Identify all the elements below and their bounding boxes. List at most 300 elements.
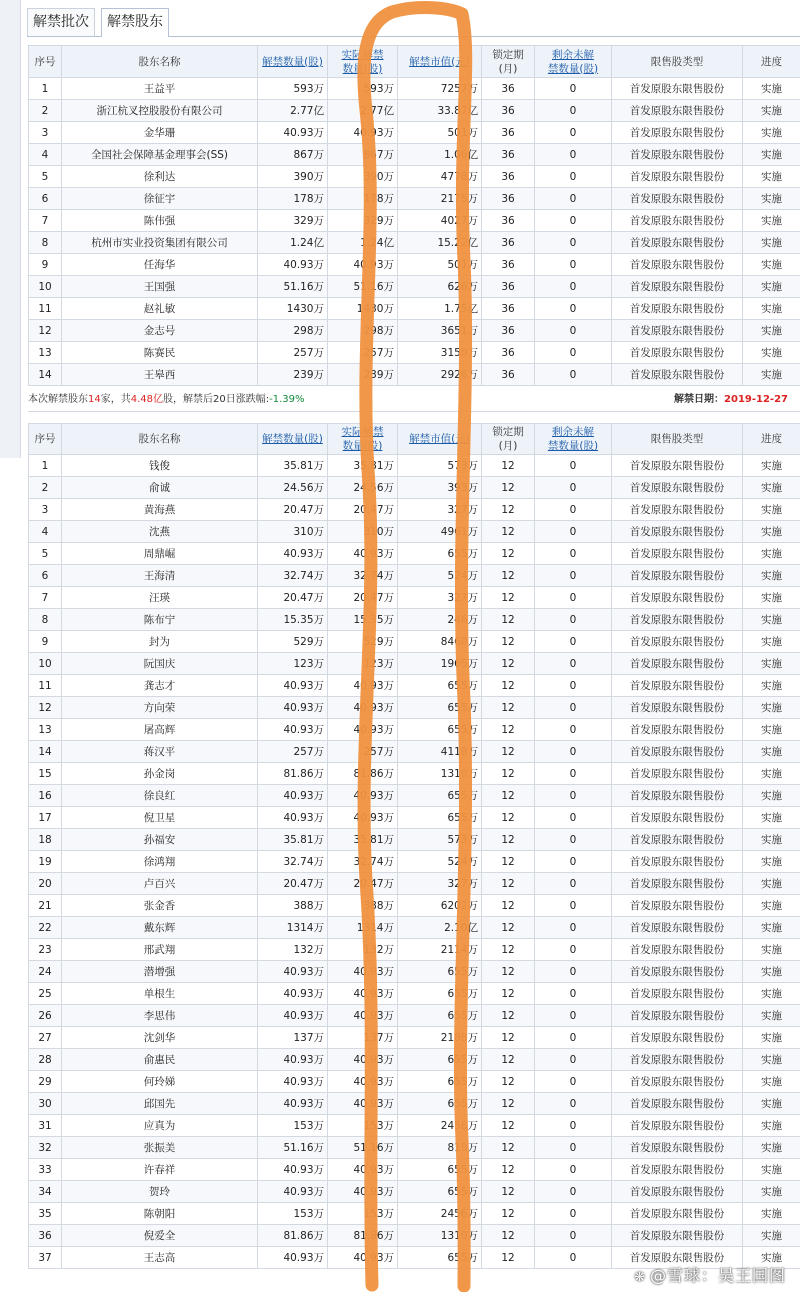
cell-actual-qty: 81.86万 [328, 763, 398, 785]
cell-market-value: 1310万 [398, 1225, 482, 1247]
cell-remaining: 0 [535, 609, 612, 631]
cell-remaining: 0 [535, 100, 612, 122]
table-row [29, 1093, 800, 1115]
cell-type: 首发原股东限售股份 [612, 144, 743, 166]
cell-lock-period: 12 [482, 785, 535, 807]
cell-actual-qty: 40.93万 [328, 1181, 398, 1203]
cell-seq: 1 [29, 455, 62, 477]
col-seq: 序号 [29, 46, 62, 78]
cell-actual-qty: 257万 [328, 741, 398, 763]
cell-lock-period: 12 [482, 983, 535, 1005]
cell-progress: 实施 [743, 1093, 800, 1115]
col-lock-period [482, 46, 535, 78]
cell-remaining: 0 [535, 232, 612, 254]
cell-seq: 2 [29, 477, 62, 499]
cell-progress: 实施 [743, 697, 800, 719]
sort-market-value-link[interactable]: 解禁市值(元) [409, 433, 470, 445]
cell-seq: 11 [29, 675, 62, 697]
cell-market-value: 655万 [398, 1005, 482, 1027]
cell-market-value: 327万 [398, 587, 482, 609]
cell-remaining: 0 [535, 719, 612, 741]
cell-seq: 8 [29, 232, 62, 254]
cell-remaining: 0 [535, 298, 612, 320]
cell-holder-name: 应真为 [62, 1115, 258, 1137]
sort-actual-qty-link[interactable] [342, 49, 384, 75]
cell-seq: 26 [29, 1005, 62, 1027]
cell-remaining: 0 [535, 254, 612, 276]
cell-unlock-qty: 40.93万 [258, 1181, 328, 1203]
cell-unlock-qty: 132万 [258, 939, 328, 961]
cell-type: 首发原股东限售股份 [612, 565, 743, 587]
cell-unlock-qty: 81.86万 [258, 763, 328, 785]
cell-progress: 实施 [743, 455, 800, 477]
table-row [29, 276, 800, 298]
cell-progress: 实施 [743, 166, 800, 188]
cell-unlock-qty: 15.35万 [258, 609, 328, 631]
col-seq: 序号 [29, 424, 62, 455]
table-row [29, 565, 800, 587]
table-row [29, 1159, 800, 1181]
cell-unlock-qty: 2.77亿 [258, 100, 328, 122]
cell-progress: 实施 [743, 1203, 800, 1225]
table-row [29, 851, 800, 873]
cell-actual-qty: 40.93万 [328, 543, 398, 565]
cell-remaining: 0 [535, 675, 612, 697]
cell-lock-period: 36 [482, 100, 535, 122]
cell-market-value: 655万 [398, 1071, 482, 1093]
cell-holder-name: 徐鸿翔 [62, 851, 258, 873]
cell-lock-period: 12 [482, 1137, 535, 1159]
table-row [29, 741, 800, 763]
cell-holder-name: 邢武翔 [62, 939, 258, 961]
cell-market-value: 655万 [398, 983, 482, 1005]
table-row [29, 342, 800, 364]
cell-seq: 3 [29, 499, 62, 521]
cell-holder-name: 徐利达 [62, 166, 258, 188]
cell-lock-period: 36 [482, 298, 535, 320]
cell-actual-qty: 1430万 [328, 298, 398, 320]
cell-remaining: 0 [535, 455, 612, 477]
cell-holder-name: 何玲娣 [62, 1071, 258, 1093]
cell-remaining: 0 [535, 521, 612, 543]
cell-actual-qty: 40.93万 [328, 807, 398, 829]
cell-unlock-qty: 40.93万 [258, 719, 328, 741]
col-name: 股东名称 [62, 46, 258, 78]
table-row [29, 675, 800, 697]
cell-holder-name: 金华珊 [62, 122, 258, 144]
table-row [29, 719, 800, 741]
cell-lock-period: 12 [482, 1005, 535, 1027]
cell-unlock-qty: 32.74万 [258, 565, 328, 587]
cell-holder-name: 卢百兴 [62, 873, 258, 895]
cell-lock-period: 36 [482, 188, 535, 210]
cell-unlock-qty: 1430万 [258, 298, 328, 320]
cell-market-value: 4778万 [398, 166, 482, 188]
cell-type: 首发原股东限售股份 [612, 829, 743, 851]
cell-seq: 15 [29, 763, 62, 785]
cell-holder-name: 黄海燕 [62, 499, 258, 521]
cell-progress: 实施 [743, 653, 800, 675]
cell-type: 首发原股东限售股份 [612, 477, 743, 499]
cell-actual-qty: 51.16万 [328, 1137, 398, 1159]
cell-unlock-qty: 593万 [258, 78, 328, 100]
cell-seq: 3 [29, 122, 62, 144]
sort-remaining-link[interactable] [548, 426, 598, 452]
cell-remaining: 0 [535, 499, 612, 521]
cell-unlock-qty: 178万 [258, 188, 328, 210]
cell-market-value: 655万 [398, 1181, 482, 1203]
cell-type: 首发原股东限售股份 [612, 719, 743, 741]
cell-remaining: 0 [535, 166, 612, 188]
col-actual-qty[interactable] [328, 46, 398, 78]
cell-holder-name: 沈燕 [62, 521, 258, 543]
cell-unlock-qty: 310万 [258, 521, 328, 543]
cell-actual-qty: 40.93万 [328, 675, 398, 697]
cell-type: 首发原股东限售股份 [612, 1247, 743, 1269]
cell-holder-name: 张金香 [62, 895, 258, 917]
table-row [29, 785, 800, 807]
table-row [29, 961, 800, 983]
col-progress: 进度 [743, 46, 800, 78]
cell-holder-name: 陈伟强 [62, 210, 258, 232]
cell-lock-period: 12 [482, 1159, 535, 1181]
cell-actual-qty: 15.35万 [328, 609, 398, 631]
col-remaining-line2: 禁数量(股) [547, 62, 599, 75]
cell-unlock-qty: 40.93万 [258, 254, 328, 276]
cell-market-value: 1310万 [398, 763, 482, 785]
cell-seq: 21 [29, 895, 62, 917]
cell-remaining: 0 [535, 1093, 612, 1115]
cell-seq: 30 [29, 1093, 62, 1115]
col-remaining[interactable] [535, 424, 612, 455]
cell-unlock-qty: 51.16万 [258, 276, 328, 298]
cell-market-value: 655万 [398, 1159, 482, 1181]
cell-type: 首发原股东限售股份 [612, 342, 743, 364]
cell-remaining: 0 [535, 543, 612, 565]
cell-type: 首发原股东限售股份 [612, 653, 743, 675]
cell-seq: 14 [29, 741, 62, 763]
cell-lock-period: 12 [482, 873, 535, 895]
cell-market-value: 327万 [398, 873, 482, 895]
cell-actual-qty: 35.81万 [328, 455, 398, 477]
cell-actual-qty: 40.93万 [328, 719, 398, 741]
summary-change: -1.39% [269, 394, 305, 405]
cell-holder-name: 戴东辉 [62, 917, 258, 939]
cell-holder-name: 徐征宇 [62, 188, 258, 210]
table-row [29, 609, 800, 631]
cell-lock-period: 12 [482, 565, 535, 587]
cell-holder-name: 沈剑华 [62, 1027, 258, 1049]
cell-seq: 6 [29, 565, 62, 587]
cell-remaining: 0 [535, 807, 612, 829]
cell-type: 首发原股东限售股份 [612, 1027, 743, 1049]
cell-actual-qty: 153万 [328, 1203, 398, 1225]
cell-progress: 实施 [743, 100, 800, 122]
cell-progress: 实施 [743, 829, 800, 851]
cell-lock-period: 12 [482, 829, 535, 851]
cell-seq: 10 [29, 276, 62, 298]
cell-lock-period: 12 [482, 521, 535, 543]
cell-actual-qty: 40.93万 [328, 1071, 398, 1093]
cell-seq: 20 [29, 873, 62, 895]
cell-progress: 实施 [743, 565, 800, 587]
cell-progress: 实施 [743, 364, 800, 386]
cell-market-value: 655万 [398, 719, 482, 741]
cell-unlock-qty: 20.47万 [258, 873, 328, 895]
cell-seq: 33 [29, 1159, 62, 1181]
table-row [29, 1203, 800, 1225]
table-row [29, 1049, 800, 1071]
cell-actual-qty: 529万 [328, 631, 398, 653]
cell-unlock-qty: 35.81万 [258, 829, 328, 851]
col-name: 股东名称 [62, 424, 258, 455]
cell-holder-name: 浙江杭叉控股股份有限公司 [62, 100, 258, 122]
cell-progress: 实施 [743, 1159, 800, 1181]
cell-progress: 实施 [743, 1247, 800, 1269]
cell-unlock-qty: 257万 [258, 741, 328, 763]
cell-holder-name: 孙金岗 [62, 763, 258, 785]
cell-actual-qty: 20.47万 [328, 499, 398, 521]
table-row [29, 917, 800, 939]
cell-actual-qty: 137万 [328, 1027, 398, 1049]
cell-remaining: 0 [535, 851, 612, 873]
cell-remaining: 0 [535, 276, 612, 298]
sort-market-value-link[interactable]: 解禁市值(元) [409, 55, 470, 68]
col-actual-qty-line1: 实际解禁 [341, 48, 384, 61]
summary-shares: 4.48亿 [130, 394, 163, 405]
cell-remaining: 0 [535, 122, 612, 144]
cell-remaining: 0 [535, 697, 612, 719]
cell-holder-name: 任海华 [62, 254, 258, 276]
cell-market-value: 501万 [398, 122, 482, 144]
cell-seq: 7 [29, 587, 62, 609]
cell-seq: 8 [29, 609, 62, 631]
col-remaining-line2: 禁数量(股) [547, 440, 599, 452]
cell-actual-qty: 132万 [328, 939, 398, 961]
cell-actual-qty: 298万 [328, 320, 398, 342]
cell-actual-qty: 40.93万 [328, 983, 398, 1005]
cell-market-value: 246万 [398, 609, 482, 631]
cell-type: 首发原股东限售股份 [612, 895, 743, 917]
col-lock-period-line2: (月) [498, 440, 518, 452]
cell-unlock-qty: 40.93万 [258, 785, 328, 807]
cell-progress: 实施 [743, 609, 800, 631]
cell-unlock-qty: 257万 [258, 342, 328, 364]
cell-lock-period: 12 [482, 1071, 535, 1093]
cell-lock-period: 12 [482, 1225, 535, 1247]
table-row [29, 100, 800, 122]
table-row [29, 477, 800, 499]
table-row [29, 499, 800, 521]
cell-seq: 13 [29, 342, 62, 364]
cell-actual-qty: 390万 [328, 166, 398, 188]
cell-market-value: 573万 [398, 455, 482, 477]
table-row [29, 1225, 800, 1247]
cell-unlock-qty: 20.47万 [258, 587, 328, 609]
cell-lock-period: 12 [482, 609, 535, 631]
cell-actual-qty: 40.93万 [328, 697, 398, 719]
cell-actual-qty: 40.93万 [328, 1005, 398, 1027]
cell-market-value: 1965万 [398, 653, 482, 675]
cell-type: 首发原股东限售股份 [612, 210, 743, 232]
cell-lock-period: 12 [482, 653, 535, 675]
cell-market-value: 655万 [398, 1093, 482, 1115]
cell-remaining: 0 [535, 1225, 612, 1247]
cell-market-value: 655万 [398, 807, 482, 829]
cell-market-value: 1.75亿 [398, 298, 482, 320]
cell-market-value: 655万 [398, 1247, 482, 1269]
table-row [29, 1027, 800, 1049]
cell-lock-period: 36 [482, 232, 535, 254]
cell-progress: 实施 [743, 587, 800, 609]
cell-market-value: 4118万 [398, 741, 482, 763]
cell-seq: 9 [29, 631, 62, 653]
cell-market-value: 524万 [398, 565, 482, 587]
cell-unlock-qty: 40.93万 [258, 1159, 328, 1181]
cell-lock-period: 12 [482, 851, 535, 873]
cell-seq: 37 [29, 1247, 62, 1269]
cell-actual-qty: 40.93万 [328, 254, 398, 276]
cell-type: 首发原股东限售股份 [612, 631, 743, 653]
cell-actual-qty: 32.74万 [328, 851, 398, 873]
col-actual-qty-line2: 数量(股) [342, 62, 383, 75]
summary-prefix: 本次解禁股东 [28, 394, 88, 405]
cell-type: 首发原股东限售股份 [612, 675, 743, 697]
cell-progress: 实施 [743, 254, 800, 276]
cell-unlock-qty: 40.93万 [258, 1247, 328, 1269]
table-row [29, 543, 800, 565]
cell-market-value: 573万 [398, 829, 482, 851]
unlock-date [674, 389, 788, 411]
cell-holder-name: 陈赛民 [62, 342, 258, 364]
cell-seq: 22 [29, 917, 62, 939]
cell-remaining: 0 [535, 1137, 612, 1159]
cell-lock-period: 12 [482, 675, 535, 697]
cell-lock-period: 12 [482, 697, 535, 719]
table-row [29, 78, 800, 100]
col-actual-qty[interactable] [328, 424, 398, 455]
table-row [29, 587, 800, 609]
cell-remaining: 0 [535, 210, 612, 232]
xueqiu-logo-icon: ❋ [634, 1270, 646, 1285]
col-progress: 进度 [743, 424, 800, 455]
cell-holder-name: 陈朝阳 [62, 1203, 258, 1225]
unlock-date-value: 2019-12-27 [724, 394, 788, 405]
cell-remaining: 0 [535, 939, 612, 961]
cell-type: 首发原股东限售股份 [612, 1071, 743, 1093]
tab-unlock-batch[interactable]: 解禁批次 [27, 8, 95, 36]
col-type: 限售股类型 [612, 46, 743, 78]
cell-lock-period: 36 [482, 254, 535, 276]
cell-holder-name: 王志高 [62, 1247, 258, 1269]
cell-actual-qty: 35.81万 [328, 829, 398, 851]
cell-progress: 实施 [743, 719, 800, 741]
cell-holder-name: 汪瑛 [62, 587, 258, 609]
cell-remaining: 0 [535, 1005, 612, 1027]
cell-unlock-qty: 40.93万 [258, 697, 328, 719]
col-market-value[interactable] [398, 424, 482, 455]
cell-holder-name: 王海清 [62, 565, 258, 587]
cell-holder-name: 邱国先 [62, 1093, 258, 1115]
cell-unlock-qty: 1.24亿 [258, 232, 328, 254]
cell-lock-period: 12 [482, 1181, 535, 1203]
col-lock-period [482, 424, 535, 455]
cell-unlock-qty: 40.93万 [258, 1005, 328, 1027]
cell-unlock-qty: 40.93万 [258, 122, 328, 144]
cell-progress: 实施 [743, 917, 800, 939]
cell-lock-period: 12 [482, 961, 535, 983]
cell-actual-qty: 24.56万 [328, 477, 398, 499]
cell-holder-name: 王皋西 [62, 364, 258, 386]
cell-unlock-qty: 388万 [258, 895, 328, 917]
cell-type: 首发原股东限售股份 [612, 320, 743, 342]
cell-progress: 实施 [743, 1005, 800, 1027]
sort-unlock-qty-link[interactable]: 解禁数量(股) [262, 433, 323, 445]
cell-actual-qty: 593万 [328, 78, 398, 100]
cell-actual-qty: 40.93万 [328, 1049, 398, 1071]
cell-lock-period: 12 [482, 1115, 535, 1137]
cell-lock-period: 12 [482, 939, 535, 961]
unlock-holders-table-36m [28, 45, 800, 386]
sort-remaining-link[interactable] [548, 49, 598, 75]
sort-unlock-qty-link[interactable]: 解禁数量(股) [262, 55, 323, 68]
cell-holder-name: 屠高辉 [62, 719, 258, 741]
cell-seq: 36 [29, 1225, 62, 1247]
col-market-value[interactable] [398, 46, 482, 78]
cell-progress: 实施 [743, 983, 800, 1005]
cell-progress: 实施 [743, 939, 800, 961]
cell-market-value: 524万 [398, 851, 482, 873]
tab-unlock-holders[interactable]: 解禁股东 [101, 8, 169, 37]
cell-actual-qty: 20.47万 [328, 587, 398, 609]
cell-unlock-qty: 20.47万 [258, 499, 328, 521]
cell-holder-name: 徐良红 [62, 785, 258, 807]
cell-holder-name: 倪卫星 [62, 807, 258, 829]
col-unlock-qty[interactable] [258, 46, 328, 78]
table-row [29, 254, 800, 276]
cell-seq: 17 [29, 807, 62, 829]
col-unlock-qty[interactable] [258, 424, 328, 455]
cell-type: 首发原股东限售股份 [612, 499, 743, 521]
cell-progress: 实施 [743, 1115, 800, 1137]
cell-seq: 24 [29, 961, 62, 983]
table-row [29, 210, 800, 232]
cell-seq: 4 [29, 521, 62, 543]
col-remaining[interactable] [535, 46, 612, 78]
cell-holder-name: 倪爱全 [62, 1225, 258, 1247]
cell-seq: 18 [29, 829, 62, 851]
table-row [29, 763, 800, 785]
cell-market-value: 626万 [398, 276, 482, 298]
cell-market-value: 1.06亿 [398, 144, 482, 166]
cell-actual-qty: 51.16万 [328, 276, 398, 298]
cell-lock-period: 36 [482, 144, 535, 166]
cell-type: 首发原股东限售股份 [612, 587, 743, 609]
cell-progress: 实施 [743, 1181, 800, 1203]
cell-holder-name: 张振美 [62, 1137, 258, 1159]
sort-actual-qty-link[interactable] [342, 426, 384, 452]
cell-lock-period: 12 [482, 455, 535, 477]
unlock-summary [28, 389, 800, 412]
cell-actual-qty: 40.93万 [328, 1093, 398, 1115]
cell-remaining: 0 [535, 1027, 612, 1049]
cell-progress: 实施 [743, 188, 800, 210]
cell-lock-period: 12 [482, 1247, 535, 1269]
cell-type: 首发原股东限售股份 [612, 254, 743, 276]
cell-lock-period: 36 [482, 122, 535, 144]
table-row [29, 1005, 800, 1027]
cell-type: 首发原股东限售股份 [612, 1093, 743, 1115]
